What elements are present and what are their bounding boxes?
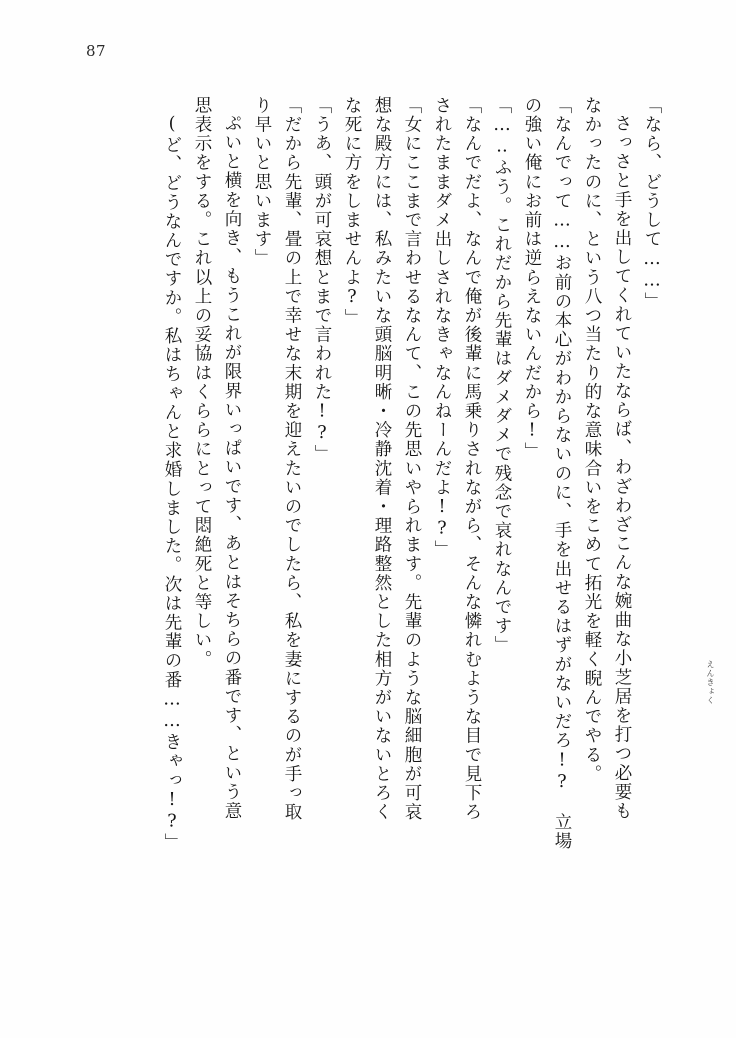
text-column: されたままダメ出しされなきゃなんねーんだよ!?」 — [432, 96, 452, 560]
text-column: な死に方をしませんよ?」 — [342, 96, 362, 328]
text-column: 「なんでだよ、なんで俺が後輩に馬乗りされながら、そんな憐れむような目で見下ろ — [462, 96, 482, 822]
ruby-annotation: えんきょく — [706, 660, 715, 705]
text-column: 「女にここまで言わせるなんて、この先思いやられます。先輩のような脳細胞が可哀 — [402, 96, 422, 822]
text-column: 「…‥ふう。これだから先輩はダメダメで残念で哀れなんです」 — [492, 96, 512, 655]
page-number: 87 — [86, 42, 107, 60]
text-column: 思表示をする。これ以上の妥協はくららにとって悶絶死と等しい。 — [192, 96, 212, 669]
text-column: 「なら、どうして……」 — [642, 96, 662, 312]
text-column: り早いと思います」 — [252, 96, 272, 268]
text-column: 「だから先輩、畳の上で幸せな末期を迎えたいのでしたら、私を妻にするのが手っ取 — [282, 96, 302, 822]
text-column: 「うあ、頭が可哀想とまで言われた!?」 — [312, 96, 332, 464]
text-column: 「なんでって……お前の本心がわからないのに、手を出せるはずがないだろ!? 立場 — [552, 96, 572, 851]
text-column: の強い俺にお前は逆らえないんだから!」 — [522, 96, 542, 462]
text-column: (ど、どうなんですか。私はちゃんと求婚しました。次は先輩の番……きゃっ!?」 — [162, 114, 182, 853]
text-column: 想な殿方には、私みたいな頭脳明晰・冷静沈着・理路整然とした相方がいないとろく — [372, 96, 392, 822]
text-column: なかったのに、という八つ当たり的な意味合いをこめて拓光を軽く睨んでやる。 — [582, 96, 602, 784]
text-column: さっさと手を出してくれていたならば、わざわざこんな婉曲な小芝居を打つ必要も — [612, 114, 632, 821]
text-column: ぷいと横を向き、もうこれが限界いっぱいです、あとはそちらの番です、という意 — [222, 114, 242, 821]
vertical-text-block — [60, 96, 660, 956]
